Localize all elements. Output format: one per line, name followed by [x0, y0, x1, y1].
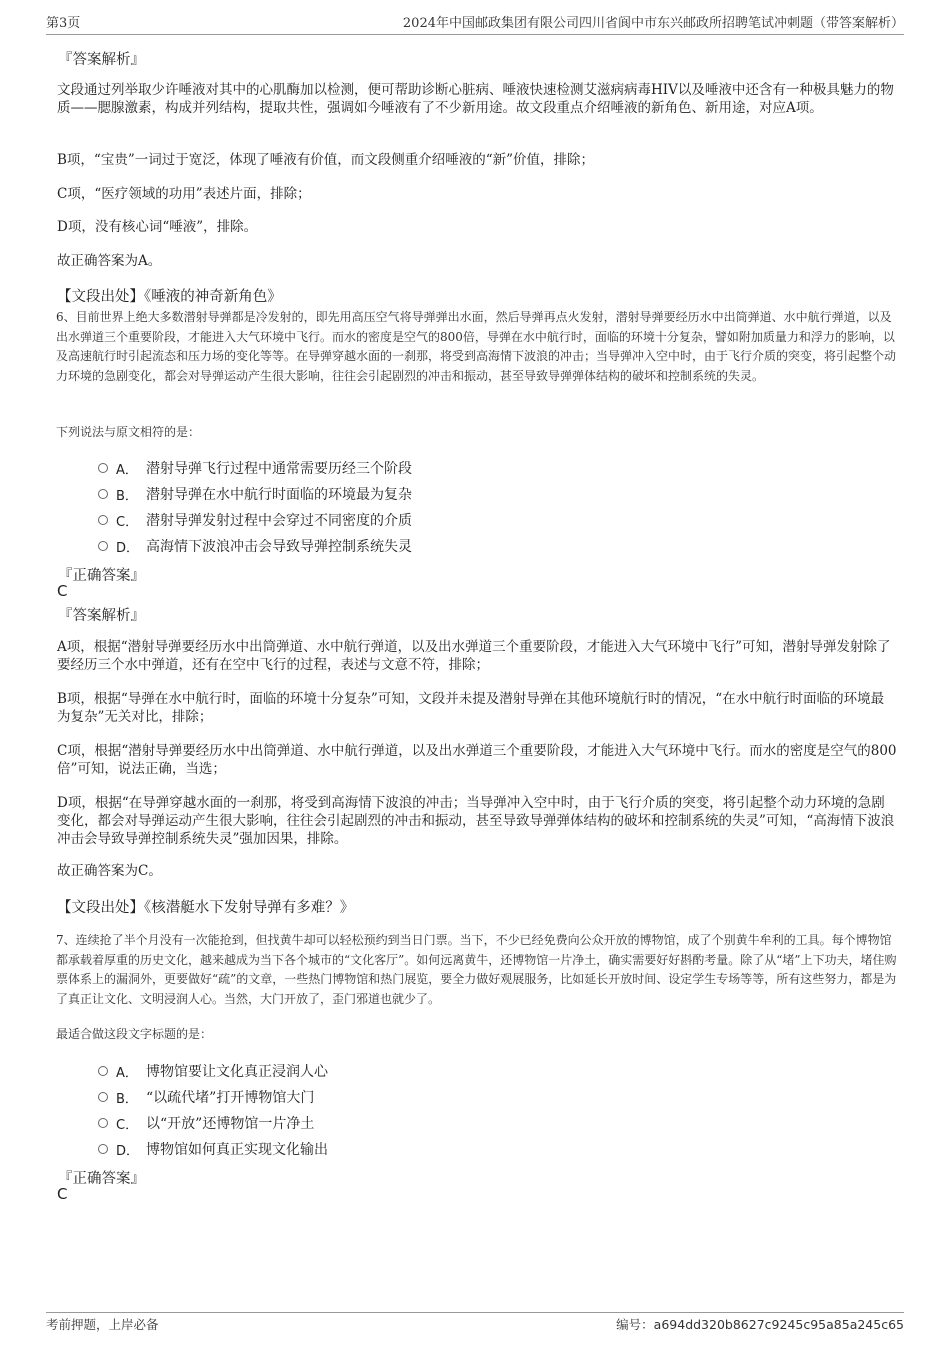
q6-option-c[interactable]: C． 潜射导弹发射过程中会穿过不同密度的介质	[98, 510, 412, 530]
q6-stem: 6、目前世界上绝大多数潜射导弹都是冷发射的，即先用高压空气将导弹弹出水面，然后导弹再点火发射，潜射导弹要经历水中出筒弹道、水中航行弹道，以及出水弹道三个重要阶段，才能进入大气环境中飞行。而水的密度是空气的800倍，导弹在水中航行时，面临的环境十分复杂，譬如附加质量力和浮力的影响，以及高速航行时引起流态和压力场的变化等等。在导弹穿越水面的一刹那，将受到高海情下波浪的冲击；当导弹冲入空中时，由于飞行介质的突变，将引起整个动力环境的急剧变化，都会对导弹运动产生很大影响，往往会引起剧烈的冲击和振动，甚至导致导弹弹体结构的破坏和控制系统的失灵。	[56, 310, 897, 383]
radio-icon[interactable]	[98, 541, 108, 551]
q6-analysis-b: B项，根据“导弹在水中航行时，面临的环境十分复杂”可知，文段并未提及潜射导弹在其他环境航行时的情况，“在水中航行时面临的环境最为复杂”无关对比，排除；	[57, 691, 885, 725]
q5-source: 【文段出处】《唾液的神奇新角色》	[57, 289, 282, 305]
q6-option-d[interactable]: D． 高海情下波浪冲击会导致导弹控制系统失灵	[98, 536, 412, 556]
q6-analysis-d: D项，根据“在导弹穿越水面的一刹那，将受到高海情下波浪的冲击；当导弹冲入空中时，由于飞行介质的突变，将引起整个动力环境的急剧变化，都会对导弹运动产生很大影响，往往会引起剧烈的冲击和振动，甚至导致导弹弹体结构的破坏和控制系统的失灵”可知，“高海情下波浪冲击会导致导弹控制系统失灵”强加因果，排除。	[57, 795, 895, 847]
radio-icon[interactable]	[98, 1118, 108, 1128]
q7-option-a[interactable]: A． 博物馆要让文化真正浸润人心	[98, 1061, 328, 1081]
page-number: 第3页	[46, 16, 81, 31]
q7-answer-label: 『正确答案』	[58, 1171, 145, 1187]
q7-option-c[interactable]: C． 以“开放”还博物馆一片净土	[98, 1113, 314, 1133]
q6-option-b[interactable]: B． 潜射导弹在水中航行时面临的环境最为复杂	[98, 484, 412, 504]
q6-option-a[interactable]: A． 潜射导弹飞行过程中通常需要历经三个阶段	[98, 458, 412, 478]
q5-analysis-d: D项，没有核心词“唾液”，排除。	[57, 219, 258, 235]
q5-analysis-label: 『答案解析』	[58, 52, 145, 68]
q6-conclusion: 故正确答案为C。	[57, 863, 162, 879]
q6-answer: C	[57, 582, 68, 600]
radio-icon[interactable]	[98, 1092, 108, 1102]
document-title: 2024年中国邮政集团有限公司四川省阆中市东兴邮政所招聘笔试冲刺题（带答案解析）	[402, 16, 904, 31]
q7-option-d[interactable]: D． 博物馆如何真正实现文化输出	[98, 1139, 328, 1159]
radio-icon[interactable]	[98, 515, 108, 525]
q5-analysis-b: B项，“宝贵”一词过于宽泛，体现了唾液有价值，而文段侧重介绍唾液的“新”价值，排除；	[57, 152, 595, 168]
q6-analysis-c: C项，根据“潜射导弹要经历水中出筒弹道、水中航行弹道，以及出水弹道三个重要阶段，才能进入大气环境中飞行。而水的密度是空气的800倍”可知，说法正确，当选；	[57, 743, 897, 777]
q5-analysis-c: C项，“医疗领域的功用”表述片面，排除；	[57, 186, 311, 202]
page-footer	[46, 1312, 904, 1333]
radio-icon[interactable]	[98, 1144, 108, 1154]
radio-icon[interactable]	[98, 463, 108, 473]
q5-analysis-paragraph: 文段通过列举取少许唾液对其中的心肌酶加以检测，便可帮助诊断心脏病、唾液快速检测艾滋病病毒HIV以及唾液中还含有一种极具魅力的物质——腮腺激素，构成并列结构，提取共性，强调如今唾液有了不少新用途。故文段重点介绍唾液的新角色、新用途，对应A项。	[57, 82, 894, 116]
radio-icon[interactable]	[98, 489, 108, 499]
q6-analysis-a: A项，根据“潜射导弹要经历水中出筒弹道、水中航行弹道，以及出水弹道三个重要阶段，才能进入大气环境中飞行”可知，潜射导弹发射除了要经历三个水中弹道，还有在空中飞行的过程，表述与文意不符，排除；	[57, 639, 891, 673]
q7-stem: 7、连续抢了半个月没有一次能抢到，但找黄牛却可以轻松预约到当日门票。当下，不少已经免费向公众开放的博物馆，成了个别黄牛牟利的工具。每个博物馆都承载着厚重的历史文化，越来越成为当下各个城市的“文化客厅”。如何远离黄牛，还博物馆一片净土，确实需要好好斟酌考量。除了从“堵”上下功夫，堵住购票体系上的漏洞外，更要做好“疏”的文章，一些热门博物馆和热门展览，要全力做好观展服务，比如延长开放时间、设定学生专场等等，所有这些努力，都是为了真正让文化、文明浸润人心。当然，大门开放了，歪门邪道也就少了。	[56, 933, 897, 1006]
q6-answer-label: 『正确答案』	[58, 568, 145, 584]
q6-analysis-label: 『答案解析』	[58, 608, 145, 624]
q7-question: 最适合做这段文字标题的是：	[56, 1027, 213, 1041]
q6-question: 下列说法与原文相符的是：	[56, 425, 201, 439]
q7-answer: C	[57, 1185, 68, 1203]
radio-icon[interactable]	[98, 1066, 108, 1076]
q6-source: 【文段出处】《核潜艇水下发射导弹有多难？》	[57, 900, 355, 916]
q5-conclusion: 故正确答案为A。	[57, 253, 162, 269]
footer-slogan: 考前押题，上岸必备	[46, 1317, 159, 1332]
document-id: 编号：a694dd320b8627c9245c95a85a245c65	[616, 1317, 904, 1332]
page-header	[46, 12, 904, 35]
q7-option-b[interactable]: B． “以疏代堵”打开博物馆大门	[98, 1087, 314, 1107]
